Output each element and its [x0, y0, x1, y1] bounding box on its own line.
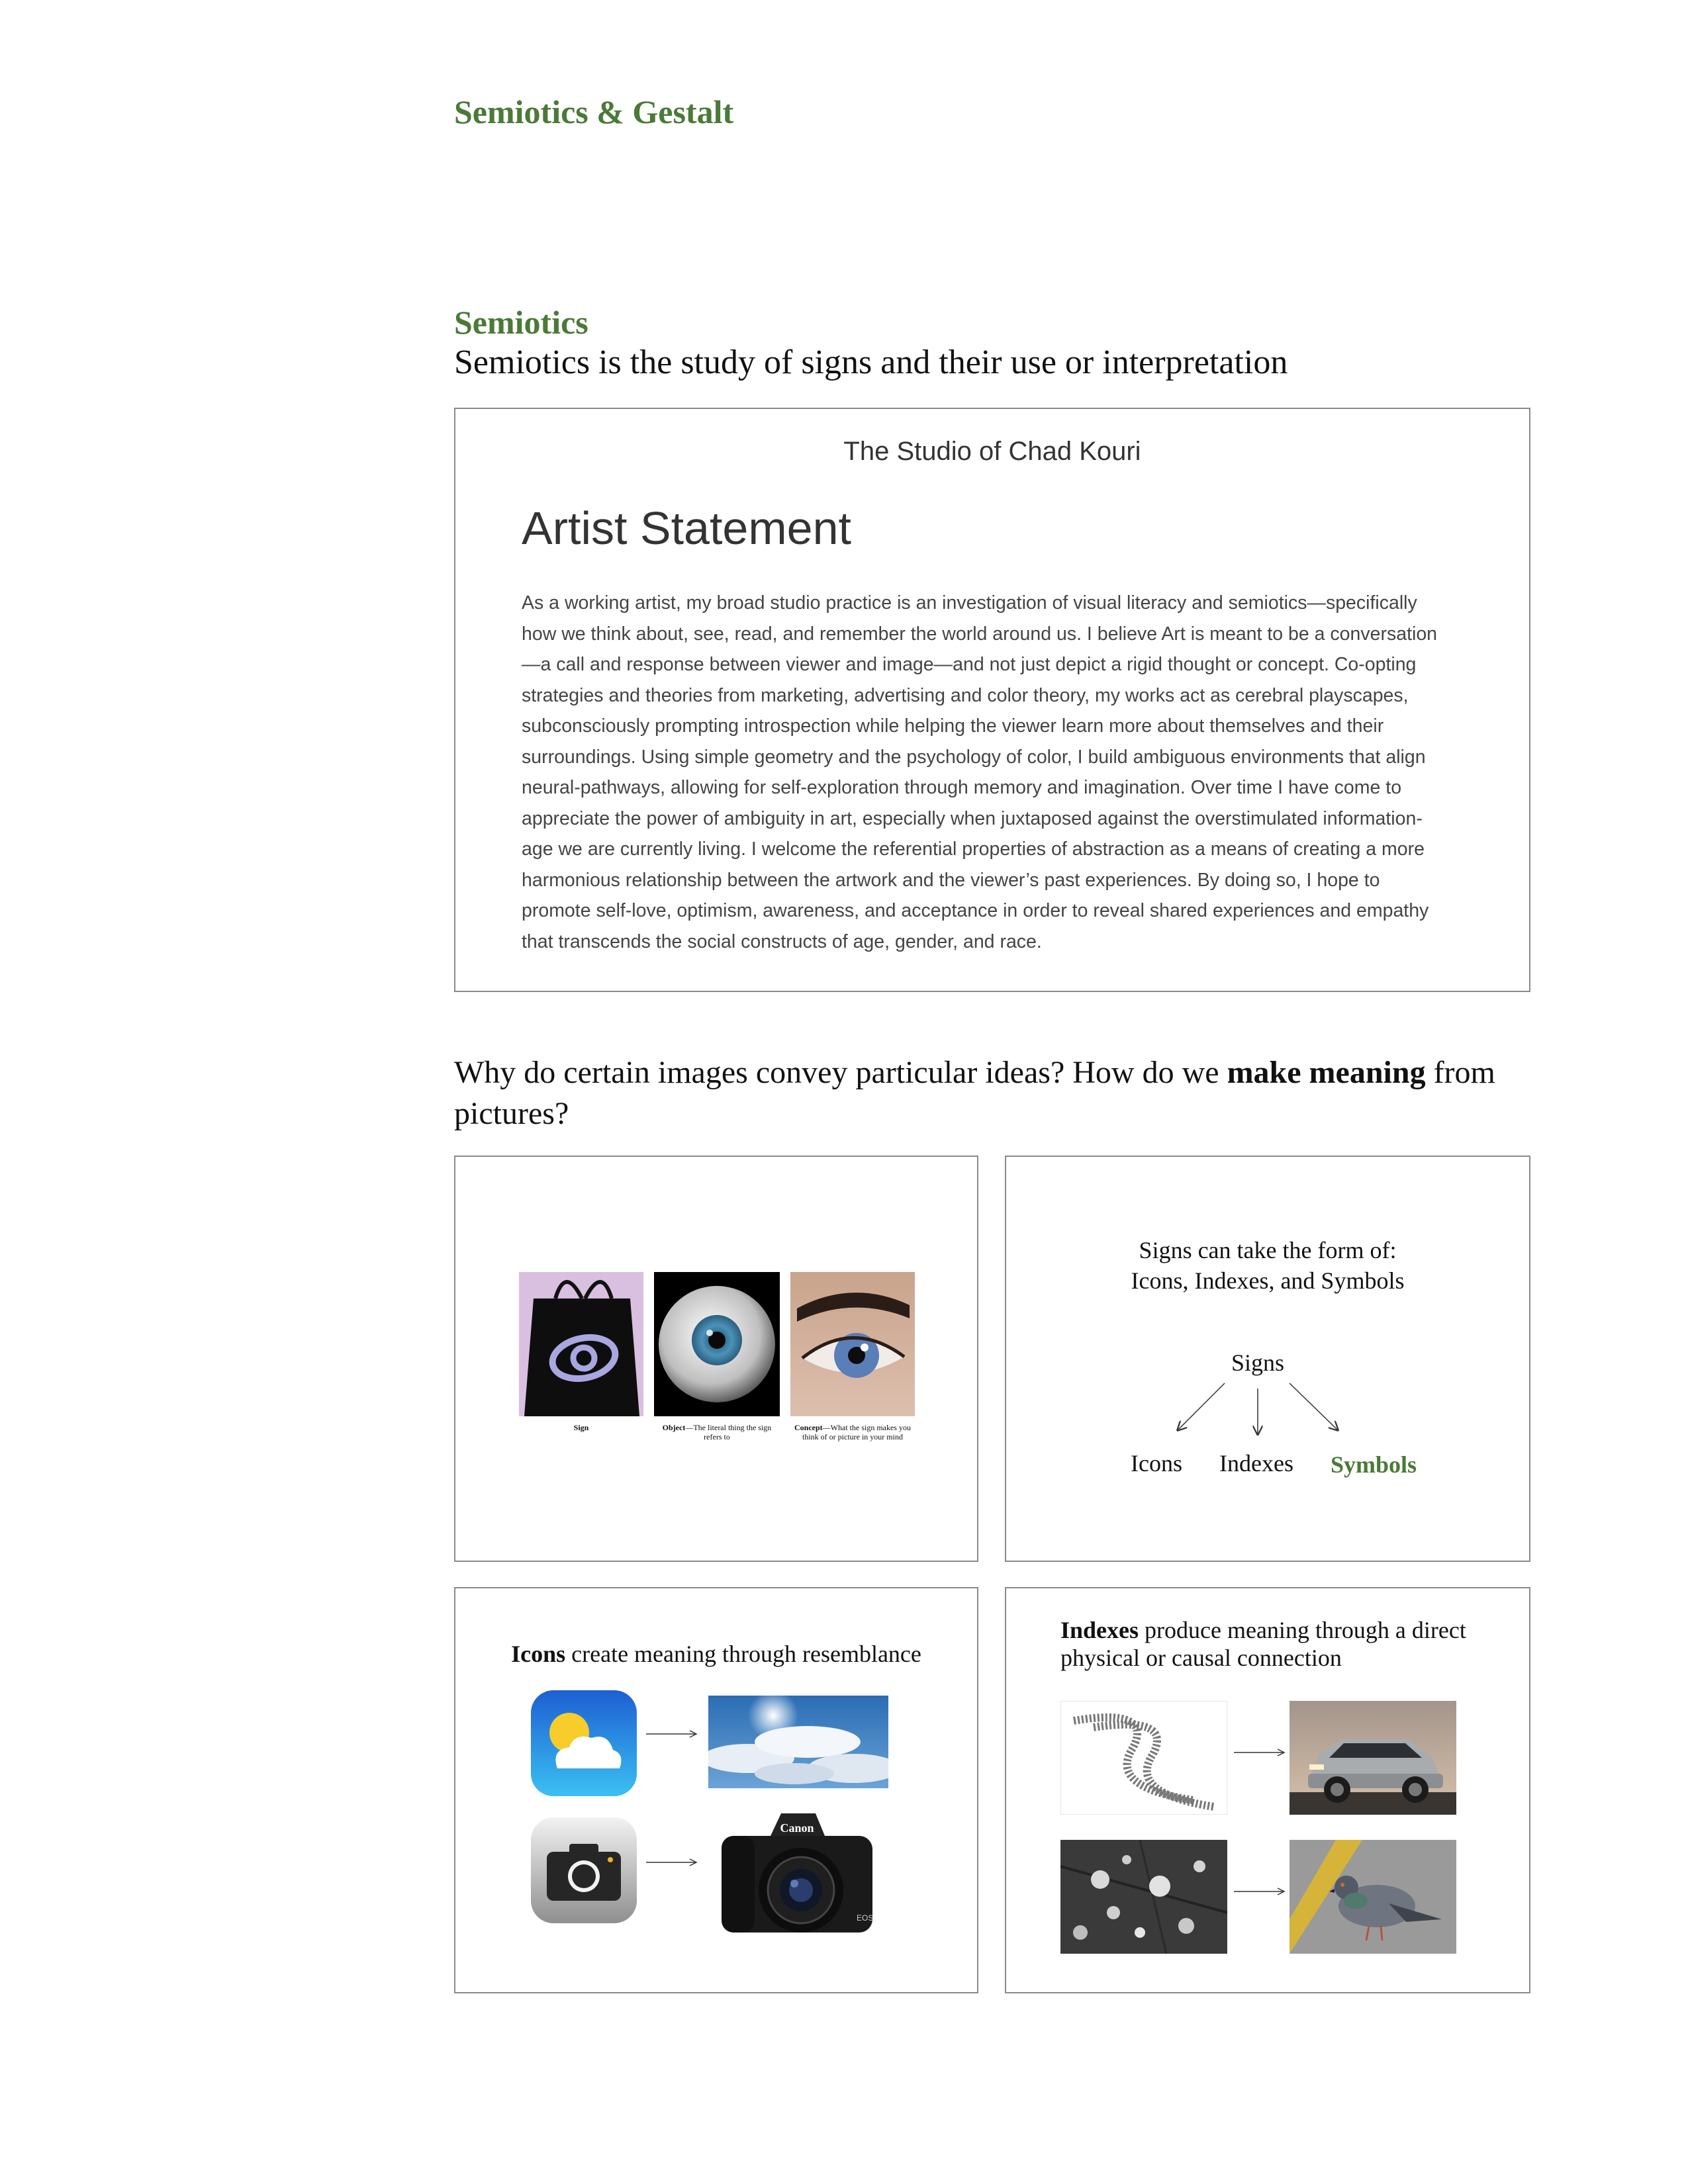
statement-line: harmonious relationship between the artwork and the viewer’s past experiences. By doing so, I hope to	[522, 869, 1380, 891]
document-title: Semiotics & Gestalt	[454, 93, 734, 130]
sign-caption: Sign	[573, 1423, 589, 1432]
arrow-icon	[646, 1727, 699, 1741]
tree-branch-icons: Icons	[1131, 1450, 1182, 1477]
forms-line-1: Signs can take the form of:	[1139, 1237, 1397, 1263]
tree-arrows	[1006, 1157, 1532, 1563]
statement-line: strategies and theories from marketing, advertising and color theory, my works act as cerebral playscapes,	[522, 684, 1409, 706]
statement-line: subconsciously prompting introspection while helping the viewer learn more about themselves and their	[522, 715, 1384, 737]
tote-bag-image	[519, 1272, 643, 1416]
statement-line: As a working artist, my broad studio practice is an investigation of visual literacy and semiotics—specifically	[522, 592, 1417, 614]
meaning-question	[454, 1052, 1546, 1134]
section-heading: Semiotics	[454, 304, 588, 341]
suv-photo	[1289, 1701, 1456, 1815]
statement-line: that transcends the social constructs of age, gender, and race.	[522, 931, 1042, 952]
statement-body	[522, 588, 1448, 957]
bird-droppings-image	[1060, 1840, 1227, 1954]
statement-line: how we think about, see, read, and remember the world around us. I believe Art is meant to be a conversation	[522, 623, 1438, 645]
artist-statement-slide	[454, 408, 1530, 992]
camera-app-icon	[531, 1817, 637, 1923]
question-text: Why do certain images convey particular ideas? How do we	[454, 1055, 1227, 1090]
section-definition: Semiotics is the study of signs and their use or interpretation	[454, 343, 1288, 381]
statement-line: age we are currently living. I welcome the referential properties of abstraction as a means of creating a more	[522, 839, 1425, 860]
camera-model-label: EOS	[857, 1913, 874, 1923]
pigeon-photo	[1289, 1840, 1456, 1954]
weather-app-icon	[531, 1690, 637, 1796]
tree-root-signs: Signs	[1231, 1349, 1285, 1376]
icons-caption: Icons create meaning through resemblance	[511, 1641, 921, 1667]
tree-branch-symbols: Symbols	[1331, 1451, 1417, 1478]
camera-brand-label: Canon	[780, 1821, 814, 1835]
sign-object-concept-slide	[454, 1156, 978, 1562]
eyeball-image	[654, 1272, 780, 1416]
tree-branch-indexes: Indexes	[1219, 1450, 1293, 1477]
arrow-icon	[646, 1856, 699, 1869]
cloudy-sky-photo	[708, 1696, 888, 1788]
forms-line-2: Icons, Indexes, and Symbols	[1131, 1267, 1405, 1294]
statement-line: neural-pathways, allowing for self-exploration through memory and imagination. Over time I have come to	[522, 777, 1402, 798]
concept-caption: Concept—What the sign makes you think of or picture in your mind	[794, 1423, 911, 1441]
arrow-icon	[1234, 1885, 1287, 1898]
statement-line: —a call and response between viewer and image—and not just depict a rigid thought or concept. Co-opting	[522, 654, 1417, 675]
statement-line: appreciate the power of ambiguity in art, especially when juxtaposed against the overstimulated information-	[522, 807, 1423, 829]
human-eye-image	[790, 1272, 915, 1416]
studio-name: The Studio of Chad Kouri	[843, 437, 1141, 466]
tire-tracks-image	[1060, 1701, 1227, 1815]
statement-heading: Artist Statement	[522, 502, 851, 554]
canon-camera-photo	[718, 1808, 876, 1938]
icons-slide	[454, 1587, 978, 1993]
arrow-icon	[1234, 1746, 1287, 1759]
indexes-slide	[1005, 1587, 1530, 1993]
statement-line: surroundings. Using simple geometry and the psychology of color, I build ambiguous environments that align	[522, 746, 1426, 768]
question-emphasis: make meaning	[1227, 1055, 1426, 1090]
indexes-caption: Indexes produce meaning through a direct physical or causal connection	[1060, 1617, 1466, 1671]
statement-line: promote self-love, optimism, awareness, and acceptance in order to reveal shared experiences and empathy	[522, 900, 1429, 921]
question-text-end: from pictures?	[454, 1055, 1495, 1131]
sign-forms-slide	[1005, 1156, 1530, 1562]
object-caption: Object—The literal thing the sign refers to	[662, 1423, 772, 1441]
